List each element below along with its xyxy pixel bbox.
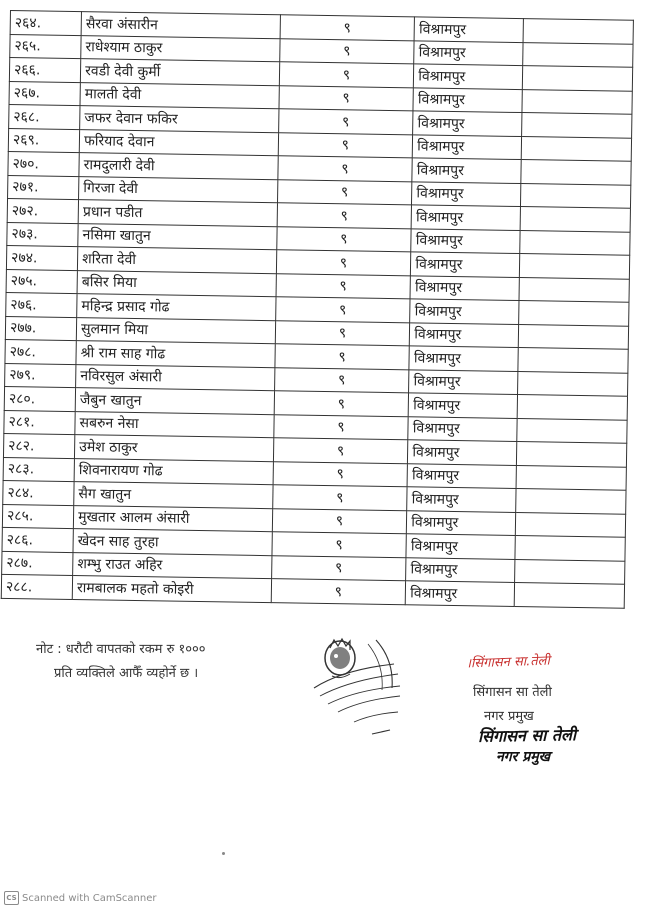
ward-cell: ९	[279, 62, 414, 88]
blank-cell	[515, 489, 626, 514]
signature-handwritten: ।सिंगासन सा.तेली	[465, 653, 551, 672]
serial-number-cell: २७७.	[5, 316, 76, 341]
blank-cell	[519, 230, 630, 255]
blank-cell	[522, 42, 633, 67]
ward-cell: ९	[279, 85, 414, 111]
name-cell: सैग खातुन	[74, 482, 273, 509]
name-cell: सुलमान मिया	[76, 317, 275, 344]
serial-number-cell: २७६.	[6, 292, 77, 317]
serial-number-cell: २८०.	[4, 386, 75, 411]
name-cell: शिवनारायण गोढ	[74, 458, 273, 485]
blank-cell	[519, 254, 630, 279]
signatory-title: नगर प्रमुख	[484, 709, 534, 724]
village-cell: विश्रामपुर	[410, 275, 519, 300]
serial-number-cell: २७३.	[7, 222, 78, 247]
name-cell: फरियाद देवान	[79, 129, 278, 156]
blank-cell	[523, 19, 634, 44]
village-cell: विश्रामपुर	[414, 40, 523, 65]
ward-cell: ९	[277, 203, 412, 229]
name-cell: श्री राम साह गोढ	[76, 341, 275, 368]
name-cell: गिरजा देवी	[79, 176, 278, 203]
scanner-watermark	[4, 891, 157, 905]
title-stamp: नगर प्रमुख	[496, 749, 551, 765]
beneficiary-table-body	[1, 11, 633, 608]
blank-cell	[517, 371, 628, 396]
camscanner-logo-icon: CS	[4, 891, 19, 905]
blank-cell	[520, 207, 631, 232]
name-cell: मालती देवी	[80, 82, 279, 109]
name-cell: सैरवा अंसारीन	[81, 12, 280, 39]
name-cell: सबरुन नेसा	[75, 411, 274, 438]
signatory-name: सिंगासन सा तेली	[473, 685, 552, 700]
watermark-text: Scanned with CamScanner	[22, 892, 157, 904]
ward-cell: ९	[273, 438, 408, 464]
deposit-note-line-2: प्रति व्यक्तिले आफैँ व्यहोर्ने छ ।	[54, 666, 199, 681]
village-cell: विश्रामपुर	[408, 393, 517, 418]
village-cell: विश्रामपुर	[406, 557, 515, 582]
ward-cell: ९	[278, 132, 413, 158]
name-cell: रवडी देवी कुर्मी	[80, 59, 279, 86]
serial-number-cell: २७५.	[6, 269, 77, 294]
name-cell: राधेश्याम ठाकुर	[81, 35, 280, 62]
ward-cell: ९	[274, 344, 409, 370]
serial-number-cell: २७२.	[7, 198, 78, 223]
village-cell: विश्रामपुर	[407, 463, 516, 488]
serial-number-cell: २८२.	[3, 433, 74, 458]
blank-cell	[522, 89, 633, 114]
serial-number-cell: २८८.	[1, 574, 72, 599]
village-cell: विश्रामपुर	[409, 369, 518, 394]
name-cell: खेदन साह तुरहा	[73, 529, 272, 556]
village-cell: विश्रामपुर	[414, 64, 523, 89]
ward-cell: ९	[279, 38, 414, 64]
ward-cell: ९	[273, 414, 408, 440]
village-cell: विश्रामपुर	[410, 322, 519, 347]
village-cell: विश्रामपुर	[406, 534, 515, 559]
ward-cell: ९	[272, 508, 407, 534]
serial-number-cell: २६७.	[9, 81, 80, 106]
name-cell: नविरसुल अंसारी	[76, 364, 275, 391]
blank-cell	[521, 113, 632, 138]
serial-number-cell: २७४.	[6, 245, 77, 270]
ward-cell: ९	[277, 156, 412, 182]
village-cell: विश्रामपुर	[409, 346, 518, 371]
serial-number-cell: २८५.	[2, 504, 73, 529]
serial-number-cell: २८१.	[4, 410, 75, 435]
name-cell: शम्भु राउत अहिर	[73, 552, 272, 579]
blank-cell	[517, 395, 628, 420]
village-cell: विश्रामपुर	[410, 299, 519, 324]
ward-cell: ९	[277, 179, 412, 205]
ward-cell: ९	[275, 320, 410, 346]
ward-cell: ९	[272, 532, 407, 558]
ward-cell: ९	[274, 391, 409, 417]
village-cell: विश्रामपुर	[413, 134, 522, 159]
name-cell: जफर देवान फकिर	[80, 106, 279, 133]
village-cell: विश्रामपुर	[408, 416, 517, 441]
serial-number-cell: २८३.	[3, 457, 74, 482]
name-cell: रामदुलारी देवी	[79, 153, 278, 180]
ward-cell: ९	[271, 555, 406, 581]
ward-cell: ९	[275, 297, 410, 323]
village-cell: विश्रामपुर	[411, 205, 520, 230]
serial-number-cell: २७१.	[8, 175, 79, 200]
ward-cell: ९	[271, 579, 406, 605]
blank-cell	[520, 183, 631, 208]
ward-cell: ९	[276, 250, 411, 276]
village-cell: विश्रामपुर	[412, 181, 521, 206]
serial-number-cell: २६६.	[9, 58, 80, 83]
beneficiary-table	[1, 10, 634, 608]
village-cell: विश्रामपुर	[408, 440, 517, 465]
serial-number-cell: २८६.	[2, 527, 73, 552]
village-cell: विश्रामपुर	[411, 228, 520, 253]
ward-cell: ९	[274, 367, 409, 393]
municipality-seal	[302, 630, 412, 740]
serial-number-cell: २६५.	[10, 34, 81, 59]
serial-number-cell: २७८.	[5, 339, 76, 364]
village-cell: विश्रामपुर	[413, 87, 522, 112]
village-cell: विश्रामपुर	[407, 510, 516, 535]
village-cell: विश्रामपुर	[407, 487, 516, 512]
serial-number-cell: २८७.	[2, 551, 73, 576]
blank-cell	[521, 136, 632, 161]
village-cell: विश्रामपुर	[411, 252, 520, 277]
blank-cell	[518, 301, 629, 326]
blank-cell	[514, 582, 625, 607]
ward-cell: ९	[278, 109, 413, 135]
beneficiary-table-sheet	[1, 10, 634, 608]
name-cell: महिन्द्र प्रसाद गोढ	[77, 294, 276, 321]
ward-cell: ९	[276, 273, 411, 299]
serial-number-cell: २८४.	[3, 480, 74, 505]
name-cell: जैबुन खातुन	[75, 388, 274, 415]
deposit-note-line-1: नोट : धरौटी वापतको रकम रु १०००	[36, 642, 206, 657]
blank-cell	[516, 442, 627, 467]
name-cell: नसिमा खातुन	[78, 223, 277, 250]
blank-cell	[514, 559, 625, 584]
village-cell: विश्रामपुर	[412, 158, 521, 183]
name-cell: मुखतार आलम अंसारी	[73, 505, 272, 532]
serial-number-cell: २६४.	[10, 11, 81, 36]
deposit-note	[36, 638, 206, 686]
blank-cell	[520, 160, 631, 185]
ward-cell: ९	[276, 226, 411, 252]
seal-emblem-icon	[302, 630, 412, 740]
village-cell: विश्रामपुर	[413, 111, 522, 136]
name-cell: उमेश ठाकुर	[75, 435, 274, 462]
serial-number-cell: २६८.	[9, 104, 80, 129]
serial-number-cell: २७९.	[5, 363, 76, 388]
serial-number-cell: २६९.	[8, 128, 79, 153]
blank-cell	[519, 277, 630, 302]
blank-cell	[518, 324, 629, 349]
name-stamp: सिंगासन सा तेली	[477, 725, 577, 746]
serial-number-cell: २७०.	[8, 151, 79, 176]
blank-cell	[517, 348, 628, 373]
ward-cell: ९	[280, 15, 415, 41]
blank-cell	[516, 418, 627, 443]
blank-cell	[522, 66, 633, 91]
name-cell: प्रधान पडीत	[78, 200, 277, 227]
ward-cell: ९	[272, 485, 407, 511]
name-cell: रामबालक महतो कोइरी	[72, 576, 271, 603]
name-cell: शरिता देवी	[78, 247, 277, 274]
village-cell: विश्रामपुर	[406, 581, 515, 606]
blank-cell	[515, 512, 626, 537]
village-cell: विश्रामपुर	[414, 17, 523, 42]
ward-cell: ९	[273, 461, 408, 487]
name-cell: बसिर मिया	[77, 270, 276, 297]
blank-cell	[516, 465, 627, 490]
blank-cell	[515, 535, 626, 560]
scan-speck	[222, 852, 225, 855]
